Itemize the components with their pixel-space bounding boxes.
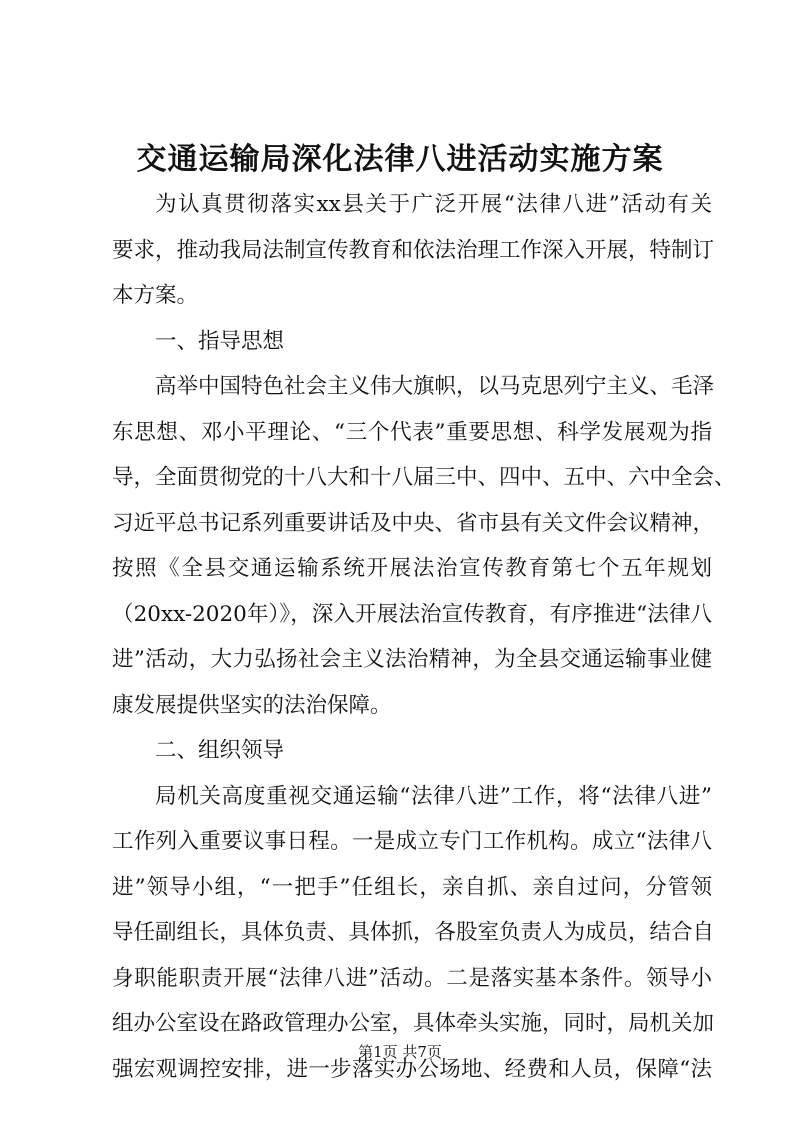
document-body — [112, 182, 736, 1092]
paragraph-line: 本方案。 — [112, 283, 199, 308]
paragraph-line: 强宏观调控安排，进一步落实办公场地、经费和人员，保障“法 — [112, 1056, 712, 1082]
paragraph-line: 高举中国特色社会主义伟大旗帜，以马克思列宁主义、毛泽 — [155, 374, 715, 399]
section-heading: 一、指导思想 — [155, 328, 285, 354]
page-number-footer: 第1页 共7页 — [358, 1043, 442, 1061]
paragraph-line: 导任副组长，具体负责、具体抓，各股室负责人为成员，结合自 — [112, 920, 715, 945]
paragraph-line: 进”领导小组，“一把手”任组长，亲自抓、亲自过问，分管领 — [112, 874, 712, 900]
document-title: 交通运输局深化法律八进活动实施方案 — [136, 142, 664, 177]
paragraph-line: 工作列入重要议事日程。一是成立专门工作机构。成立“法律八 — [112, 829, 712, 854]
paragraph-line: 康发展提供坚实的法治保障。 — [112, 692, 392, 718]
section-heading: 二、组织领导 — [155, 738, 285, 763]
paragraph-line: 习近平总书记系列重要讲话及中央、省市县有关文件会议精神， — [112, 510, 715, 536]
paragraph-line: （20xx-2020年）》，深入开展法治宣传教育，有序推进“法律八 — [112, 601, 712, 627]
paragraph-line: 东思想、邓小平理论、“三个代表”重要思想、科学发展观为指 — [112, 419, 712, 445]
paragraph-line: 要求，推动我局法制宣传教育和依法治理工作深入开展，特制订 — [112, 237, 715, 263]
paragraph-line: 为认真贯彻落实xx县关于广泛开展“法律八进”活动有关 — [155, 192, 712, 217]
paragraph-line: 局机关高度重视交通运输“法律八进”工作，将“法律八进” — [155, 783, 712, 809]
paragraph-line: 进”活动，大力弘扬社会主义法治精神，为全县交通运输事业健 — [112, 647, 712, 672]
paragraph-line: 导，全面贯彻党的十八大和十八届三中、四中、五中、六中全会、 — [112, 465, 736, 490]
paragraph-line: 按照《全县交通运输系统开展法治宣传教育第七个五年规划 — [112, 556, 712, 581]
paragraph-line: 身职能职责开展“法律八进”活动。二是落实基本条件。领导小 — [112, 965, 712, 991]
paragraph-line: 组办公室设在路政管理办公室，具体牵头实施，同时，局机关加 — [112, 1011, 715, 1036]
